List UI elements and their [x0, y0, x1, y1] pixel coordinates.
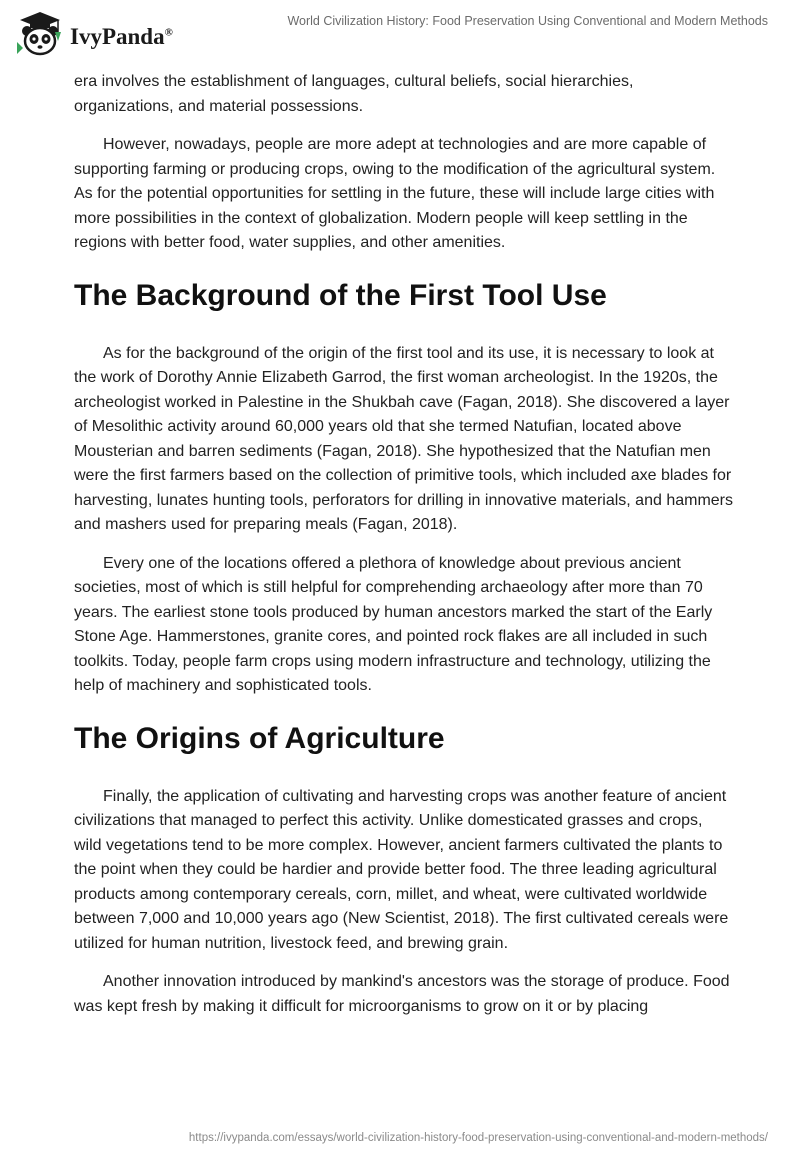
- source-url-link[interactable]: https://ivypanda.com/essays/world-civilization-history-food-preservation-using-conventional-and-modern-methods/: [188, 1132, 768, 1144]
- paragraph: As for the background of the origin of the first tool and its use, it is necessary to look at the work of Dorothy Annie Elizabeth Garrod, the first woman archeologist. In the 1920s, the archeologist worked in Palestine in the Shukbah cave (Fagan, 2018). She discovered a layer of Mesolithic activity around 60,000 years old that she termed Natufian, located above Mousterian and barren sediments (Fagan, 2018). She hypothesized that the Natufian men were the first farmers based on the collection of primitive tools, which included axe blades for harvesting, lunates hunting tools, perforators for drilling in innovative materials, and hammers and mashers used for preparing meals (Fagan, 2018).: [74, 344, 733, 533]
- paragraph: Every one of the locations offered a plethora of knowledge about previous ancient societies, most of which is still helpful for comprehending archaeology after more than 70 years. The earliest stone tools produced by human ancestors marked the start of the Early Stone Age. Hammerstones, granite cores, and pointed rock flakes are all included in such toolkits. Today, people farm crops using modern infrastructure and technology, utilizing the help of machinery and sophisticated tools.: [74, 554, 713, 694]
- section-heading: The Background of the First Tool Use: [74, 278, 607, 312]
- paragraph: Another innovation introduced by mankind's ancestors was the storage of produce. Food was kept fresh by making it difficult for microorganisms to grow on it or by placing: [74, 973, 730, 1015]
- paragraph: era involves the establishment of languages, cultural beliefs, social hierarchies, organizations, and material possessions.: [74, 73, 634, 115]
- panda-logo-icon: [14, 8, 66, 60]
- document-title: World Civilization History: Food Preservation Using Conventional and Modern Methods: [287, 14, 768, 28]
- ivypanda-logo[interactable]: [14, 8, 194, 60]
- essay-body: [74, 70, 734, 1033]
- paragraph: Finally, the application of cultivating and harvesting crops was another feature of ancient civilizations that managed to perfect this activity. Unlike domesticated grasses and crops, wild vegetations tend to be more complex. However, ancient farmers cultivated the plants to the point when they could be hardier and provide better food. The three leading agricultural products among contemporary cereals, corn, millet, and wheat, were cultivated worldwide between 7,000 and 10,000 years ago (New Scientist, 2018). The first cultivated cereals were utilized for human nutrition, livestock feed, and brewing grain.: [74, 787, 729, 952]
- section-heading: The Origins of Agriculture: [74, 721, 445, 755]
- brand-name: IvyPanda®: [70, 24, 173, 49]
- paragraph: However, nowadays, people are more adept at technologies and are more capable of supporting farming or producing crops, owing to the modification of the agricultural system. As for the potential opportunities for settling in the future, these will include large cities with more possibilities in the context of globalization. Modern people will keep settling in the regions with better food, water supplies, and other amenities.: [74, 136, 716, 251]
